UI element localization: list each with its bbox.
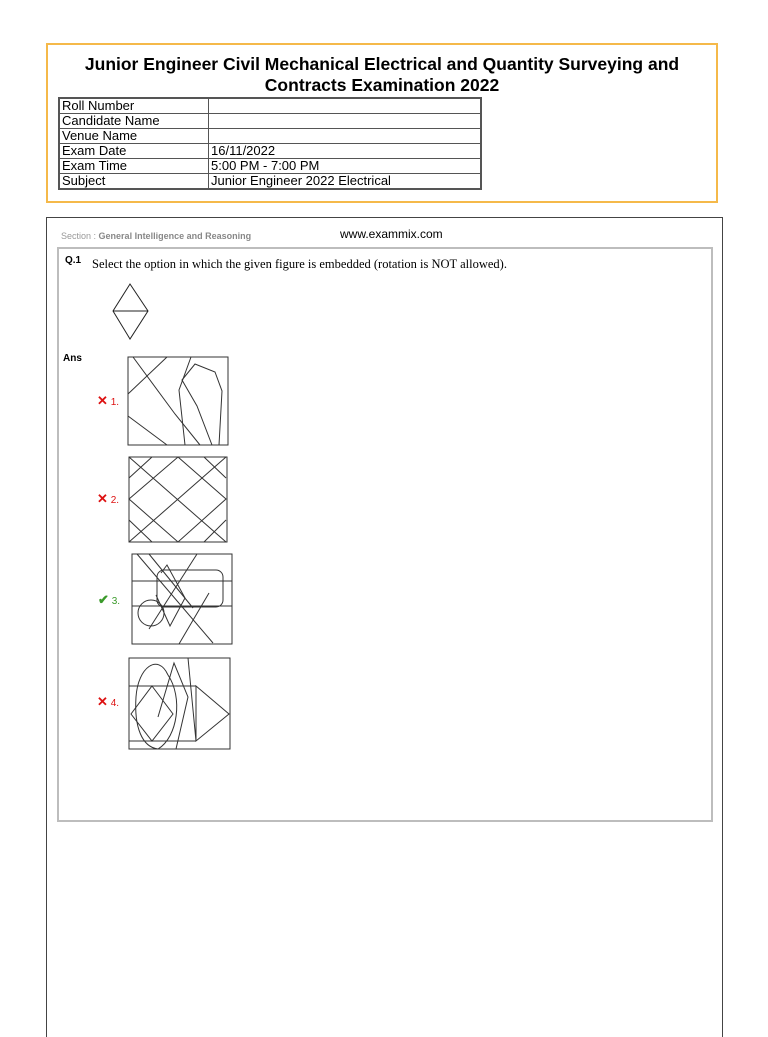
exam-time-label: Exam Time (59, 159, 209, 174)
exam-title-line-1: Junior Engineer Civil Mechanical Electrical and Quantity Surveying and (84, 54, 680, 74)
section-name: General Intelligence and Reasoning (98, 231, 252, 241)
check-icon: ✔ (98, 592, 109, 607)
roll-number-label: Roll Number (59, 98, 209, 114)
table-row (59, 159, 481, 174)
candidate-name-label: Candidate Name (59, 114, 209, 129)
option-3-label: 3. (111, 596, 121, 607)
section-prefix: Section : (61, 231, 97, 241)
question-number: Q.1 (65, 255, 82, 266)
option-3-figure (131, 553, 233, 645)
cross-icon: ✕ (97, 491, 108, 506)
option-1-mark (97, 393, 119, 409)
exam-date-label: Exam Date (59, 144, 209, 159)
option-2-figure (128, 456, 228, 543)
option-1-label: 1. (110, 397, 120, 408)
table-row (59, 174, 481, 190)
exam-date-value: 16/11/2022 (209, 144, 482, 159)
cross-icon: ✕ (97, 694, 108, 709)
table-row (59, 144, 481, 159)
table-row (59, 129, 481, 144)
option-2-label: 2. (110, 495, 120, 506)
cross-icon: ✕ (97, 393, 108, 408)
option-4-mark (97, 694, 119, 710)
option-2-mark (97, 491, 119, 507)
table-row (59, 114, 481, 129)
exam-header (46, 43, 718, 203)
section-label (61, 231, 251, 241)
candidate-info-table (58, 97, 482, 190)
question-figure (111, 283, 151, 343)
subject-label: Subject (59, 174, 209, 190)
option-4-figure (128, 657, 231, 750)
roll-number-value (209, 98, 482, 114)
option-4-label: 4. (110, 698, 120, 709)
subject-value: Junior Engineer 2022 Electrical (209, 174, 482, 190)
exam-time-value: 5:00 PM - 7:00 PM (209, 159, 482, 174)
venue-name-label: Venue Name (59, 129, 209, 144)
exam-title (48, 54, 716, 96)
table-row (59, 98, 481, 114)
option-1-figure (127, 356, 229, 446)
watermark-url: www.exammix.com (340, 227, 443, 241)
answer-label: Ans (63, 353, 82, 364)
exam-title-line-2: Contracts Examination 2022 (264, 75, 500, 95)
option-3-mark (98, 592, 120, 608)
venue-name-value (209, 129, 482, 144)
question-text: Select the option in which the given figure is embedded (rotation is NOT allowed). (92, 257, 507, 271)
candidate-name-value (209, 114, 482, 129)
